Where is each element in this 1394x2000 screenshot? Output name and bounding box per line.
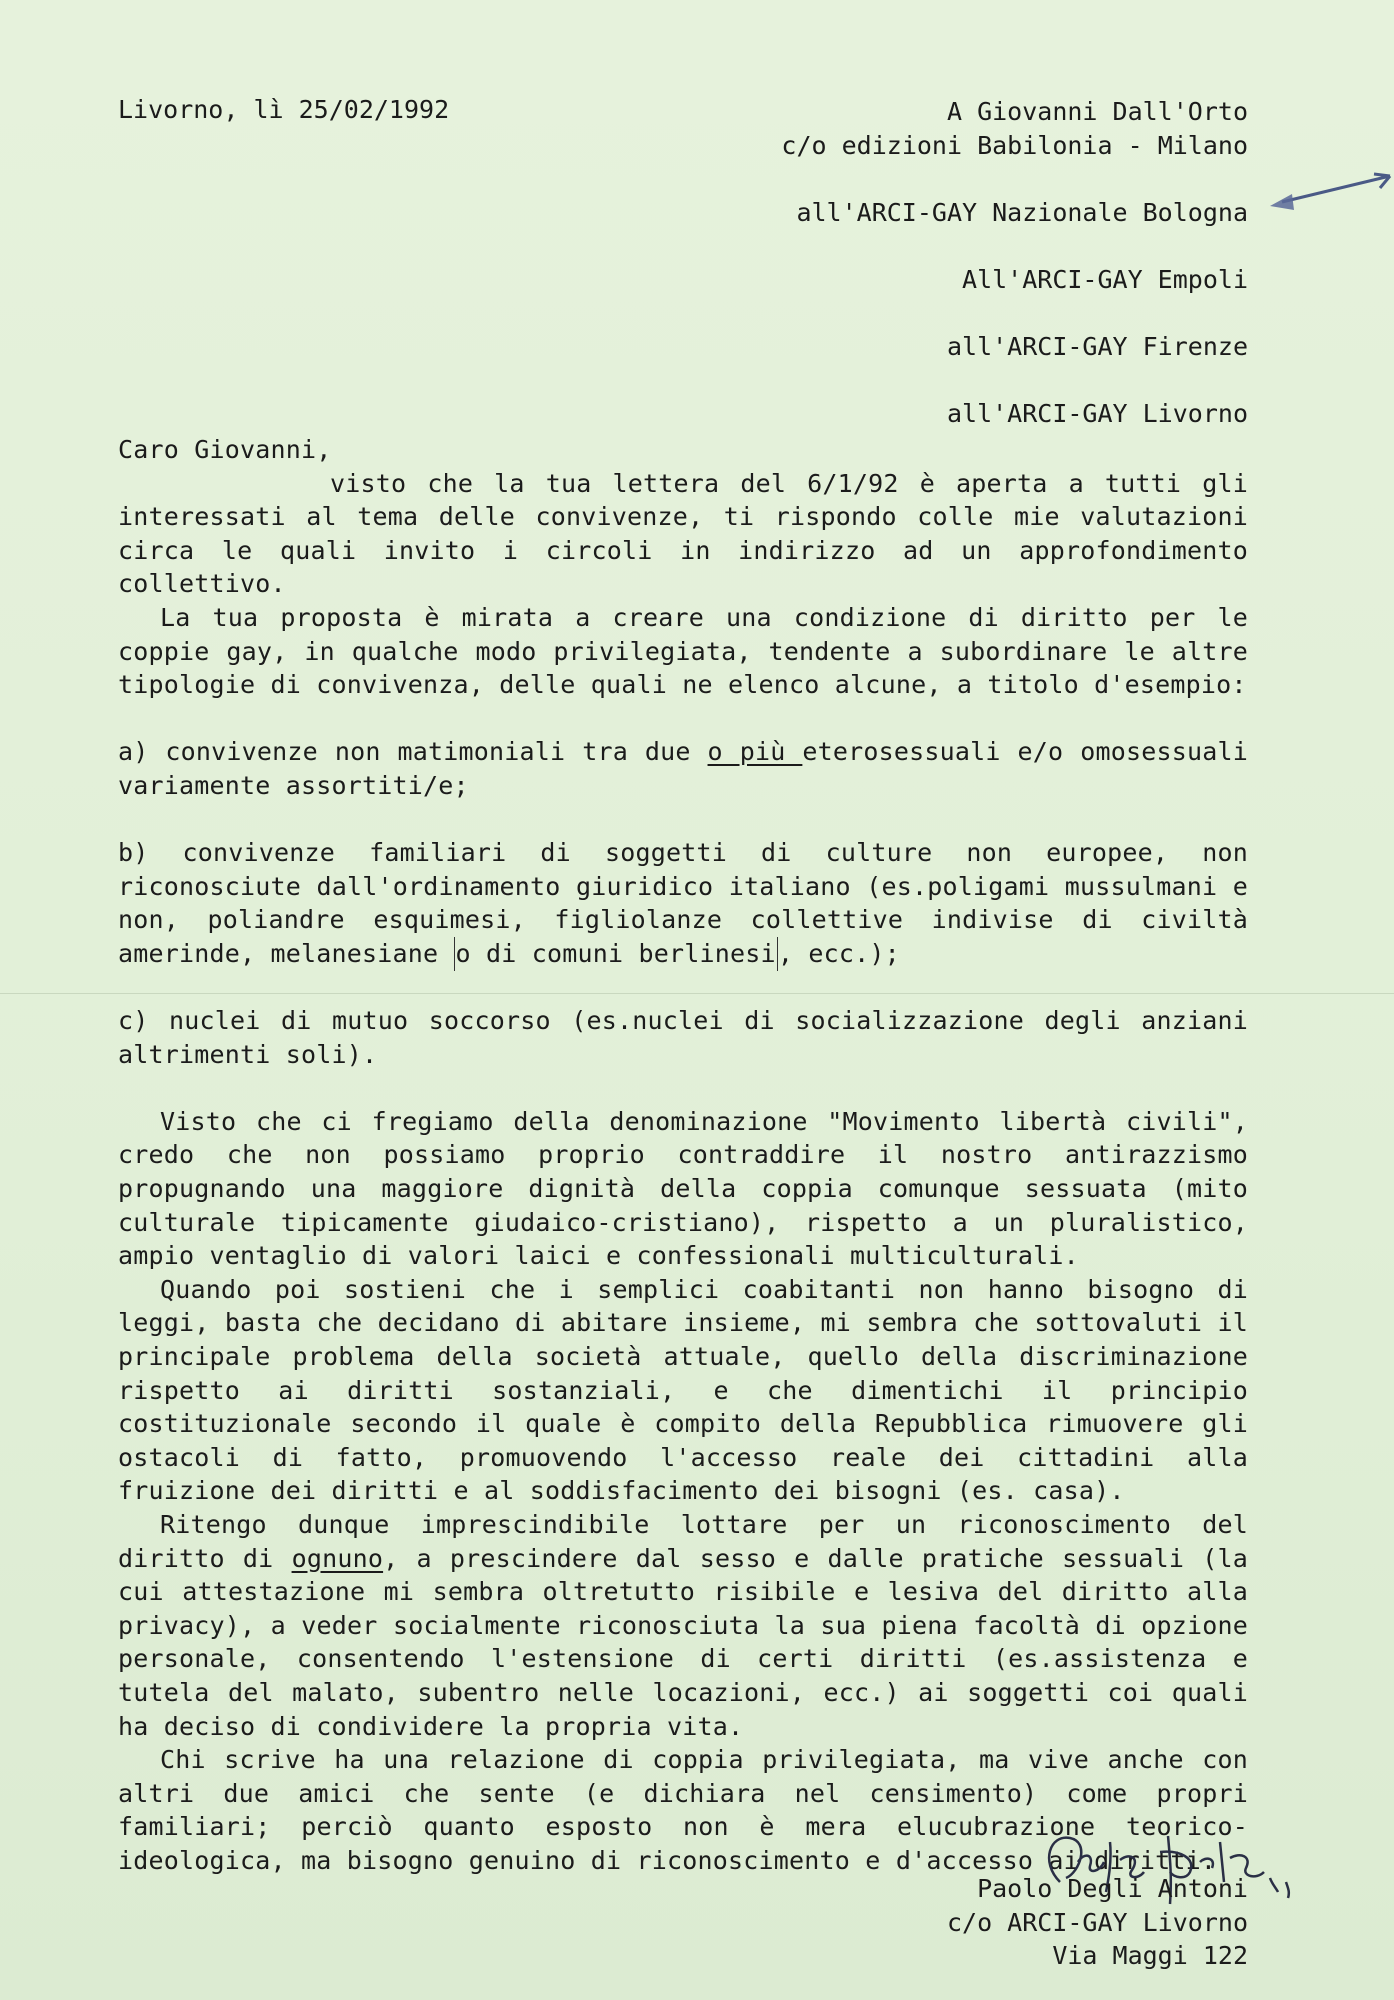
- recipient-line: c/o edizioni Babilonia - Milano: [781, 131, 1248, 160]
- signature-block: [947, 1872, 1248, 1973]
- date-line: Livorno, lì 25/02/1992: [118, 95, 450, 124]
- paragraph-1: visto che la tua lettera del 6/1/92 è aperta a tutti gli interessati al tema delle convivenze, ti rispondo colle mie valutazioni circa le quali invito i circoli in indirizzo ad un approfondimento collettivo.: [118, 468, 1248, 599]
- letter-body: [118, 433, 1248, 1878]
- signature-address-line: Via Maggi 122: [1052, 1941, 1248, 1971]
- signature-address-line: c/o ARCI-GAY Livorno: [946, 1907, 1248, 1937]
- underlined-text: ognuno: [291, 1543, 384, 1573]
- paragraph-3: Visto che ci fregiamo della denominazione "Movimento libertà civili", credo che non possiamo proprio contraddire il nostro antirazzismo propugnando una maggiore dignità della coppia comunque sessuata (mito culturale tipicamente giudaico-cristiano), rispetto a un pluralistico, ampio ventaglio di valori laici e confessionali multiculturali.: [118, 1106, 1248, 1271]
- list-item-c: c) nuclei di mutuo soccorso (es.nuclei di socializzazione degli anziani altrimenti soli).: [118, 1006, 1248, 1069]
- recipient-line: all'ARCI-GAY Nazionale Bologna: [796, 198, 1248, 227]
- salutation: Caro Giovanni,: [118, 435, 332, 464]
- bracketed-text: o di comuni berlinesi: [454, 937, 778, 971]
- paragraph-4: Quando poi sostieni che i semplici coabitanti non hanno bisogno di leggi, basta che decidano di abitare insieme, mi sembra che sottovaluti il principale problema della società attuale, quello della discriminazione rispetto ai diritti sostanziali, e che dimentichi il principio costituzionale secondo il quale è compito della Repubblica rimuovere gli ostacoli di fatto, promuovendo l'accesso reale dei cittadini alla fruizione dei diritti e al soddisfacimento dei bisogni (es. casa).: [118, 1274, 1248, 1506]
- handdrawn-arrow-icon: [1262, 168, 1394, 220]
- recipient-line: all'ARCI-GAY Livorno: [946, 399, 1248, 428]
- recipient-line: A Giovanni Dall'Orto: [946, 97, 1248, 126]
- paragraph-2: La tua proposta è mirata a creare una condizione di diritto per le coppie gay, in qualche modo privilegiata, tendente a subordinare le altre tipologie di convivenza, delle quali ne elenco alcune, a titolo d'esempio:: [118, 602, 1248, 700]
- underlined-text: o più: [707, 737, 803, 767]
- recipient-block: [781, 95, 1248, 431]
- signature-name: Paolo Degli Antoni: [977, 1874, 1248, 1903]
- list-item-a: a) convivenze non matimoniali tra due o più eterosessuali e/o omosessuali variamente assortiti/e;: [118, 737, 1248, 800]
- paragraph-6: Chi scrive ha una relazione di coppia privilegiata, ma vive anche con altri due amici che sente (e dichiara nel censimento) come propri familiari; perciò quanto esposto non è mera elucubrazione teorico-ideologica, ma bisogno genuino di riconoscimento e d'accesso ai diritti.: [118, 1745, 1248, 1875]
- recipient-line: all'ARCI-GAY Firenze: [946, 332, 1248, 361]
- list-item-b: b) convivenze familiari di soggetti di culture non europee, non riconosciute dall'ordinamento giuridico italiano (es.poligami mussulmani e non, poliandre esquimesi, figliolanze collettive indivise di civiltà amerinde, melanesiane o di comuni berlinesi, ecc.);: [118, 836, 1248, 970]
- recipient-line: All'ARCI-GAY Empoli: [962, 265, 1248, 294]
- paragraph-5: Ritengo dunque imprescindibile lottare per un riconoscimento del diritto di ognuno, a prescindere dal sesso e dalle pratiche sessuali (la cui attestazione mi sembra oltretutto risibile e lesiva del diritto alla privacy), a veder socialmente riconosciuta la sua piena facoltà di opzione personale, consentendo l'estensione di certi diritti (es.assistenza e tutela del malato, subentro nelle locazioni, ecc.) ai soggetti coi quali ha deciso di condividere la propria vita.: [118, 1510, 1248, 1741]
